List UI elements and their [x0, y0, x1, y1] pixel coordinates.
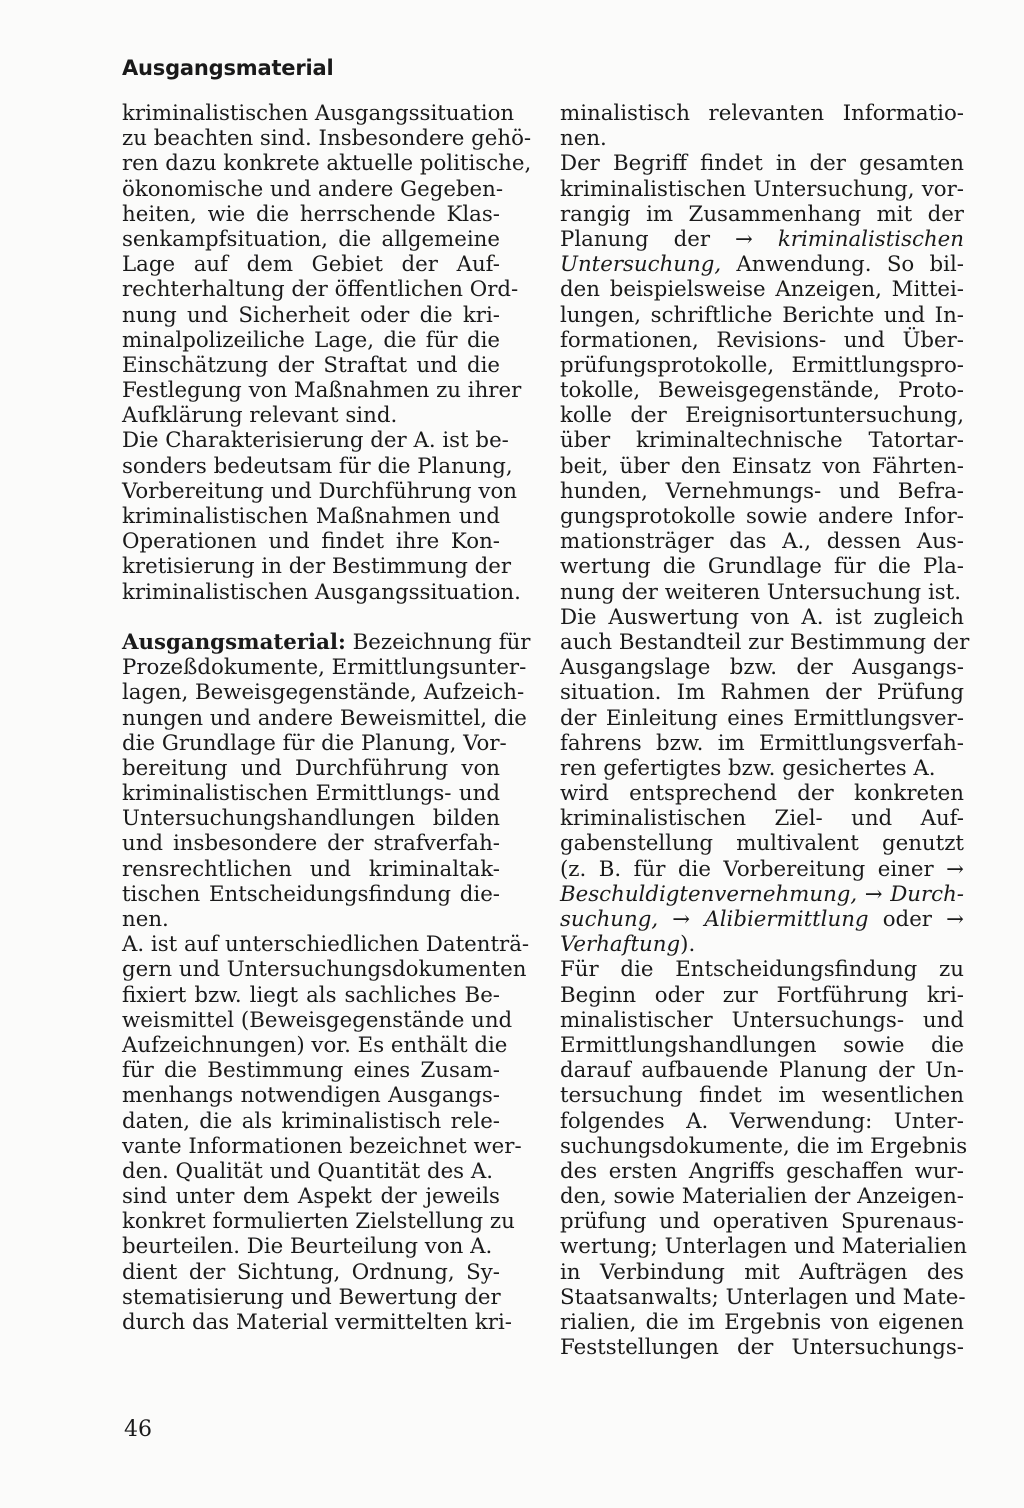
text-segment: Aufzeichnungen) vor. Es enthält die	[122, 1032, 508, 1058]
text-line	[560, 1058, 964, 1083]
text-line	[560, 1260, 964, 1285]
text-line	[122, 504, 500, 529]
text-segment: beurteilen. Die Beurteilung von A.	[122, 1234, 493, 1260]
text-line	[122, 403, 500, 428]
text-line	[560, 428, 964, 453]
text-segment: fixiert bzw. liegt als sachliches Be-	[122, 982, 500, 1008]
text-line	[122, 353, 500, 378]
text-segment: gungsprotokolle sowie andere Infor-	[560, 504, 964, 529]
text-segment: (z. B. für die Vorbereitung einer →	[560, 856, 964, 882]
text-line	[560, 151, 964, 176]
text-segment: Bezeichnung für	[345, 629, 531, 655]
text-segment: durch das Material vermittelten kri-	[122, 1310, 512, 1335]
text-line	[122, 252, 500, 277]
text-segment: Einschätzung der Straftat und die	[122, 352, 500, 378]
text-segment: →	[857, 881, 891, 907]
text-line	[560, 907, 964, 932]
text-segment: vante Informationen bezeichnet wer-	[122, 1133, 522, 1159]
right-column	[560, 101, 970, 1361]
text-line	[122, 806, 500, 831]
text-segment: beit, über den Einsatz von Fährten-	[560, 453, 964, 479]
text-segment: kriminalistischen Ausgangssituation	[122, 101, 515, 126]
text-line	[560, 1285, 964, 1310]
text-segment: Aufklärung relevant sind.	[122, 403, 398, 429]
text-line	[122, 428, 509, 454]
text-segment: der Einleitung eines Ermittlungsver-	[560, 705, 964, 731]
text-line	[560, 680, 964, 705]
cross-reference: Durch-	[890, 881, 964, 907]
text-line	[122, 1209, 515, 1235]
text-line	[560, 983, 964, 1008]
text-line	[122, 983, 500, 1008]
text-segment: folgendes A. Verwendung: Unter-	[560, 1108, 964, 1134]
text-segment: ).	[680, 932, 696, 958]
text-line	[560, 932, 964, 957]
text-segment: rensrechtlichen und kriminaltak-	[122, 856, 500, 882]
entry-headword: Ausgangsmaterial:	[122, 629, 346, 655]
text-segment: prüfungsprotokolle, Ermittlungspro-	[560, 352, 964, 378]
text-segment: gern und Untersuchungsdokumenten	[122, 957, 527, 983]
text-segment: Prozeßdokumente, Ermittlungsunter-	[122, 655, 527, 681]
text-segment: zu beachten sind. Insbesondere gehö-	[122, 126, 532, 152]
text-line	[122, 1234, 500, 1259]
text-line	[560, 731, 964, 756]
text-segment: hunden, Vernehmungs- und Befra-	[560, 478, 964, 504]
text-segment: weismittel (Beweisgegenstände und	[122, 1007, 513, 1033]
text-segment: Lage auf dem Gebiet der Auf-	[122, 252, 500, 278]
text-segment: stematisierung und Bewertung der	[122, 1284, 501, 1310]
text-line	[122, 932, 530, 958]
text-segment: gabenstellung multivalent genutzt	[560, 831, 964, 857]
text-segment: Beginn oder zur Fortführung kri-	[560, 982, 964, 1008]
text-line	[122, 882, 500, 907]
text-segment: Anwendung. So bil-	[721, 252, 964, 278]
text-line	[560, 328, 964, 353]
text-line	[560, 580, 964, 605]
text-line	[122, 1083, 500, 1108]
cross-reference: kriminalistischen	[777, 226, 964, 252]
text-segment: Die Charakterisierung der A. ist be-	[122, 428, 509, 454]
text-line	[122, 227, 500, 252]
text-segment: kriminalistischen Untersuchung, vor-	[560, 176, 964, 202]
text-segment: lungen, schriftliche Berichte und In-	[560, 302, 964, 328]
text-line	[560, 1184, 964, 1209]
text-line	[560, 957, 964, 982]
text-segment: tersuchung findet im wesentlichen	[560, 1083, 964, 1109]
text-line	[560, 1310, 964, 1335]
text-segment: kriminalistischen Ermittlungs- und	[122, 781, 500, 807]
text-line	[122, 1285, 500, 1310]
text-segment: tokolle, Beweisgegenstände, Proto-	[560, 378, 964, 404]
text-segment: prüfung und operativen Spurenaus-	[560, 1209, 964, 1235]
text-segment: ren gefertigtes bzw. gesichertes A.	[560, 755, 936, 781]
text-line	[560, 252, 964, 277]
text-line	[560, 378, 964, 403]
text-segment: wird entsprechend der konkreten	[560, 781, 964, 807]
text-line	[122, 1159, 500, 1184]
text-line	[122, 857, 500, 882]
text-line	[560, 1335, 964, 1360]
text-line	[560, 479, 964, 504]
text-line	[560, 605, 964, 630]
text-line	[122, 202, 500, 227]
text-segment: den beispielsweise Anzeigen, Mittei-	[560, 277, 964, 303]
cross-reference: Untersuchung,	[560, 252, 722, 278]
paragraph-gap	[122, 605, 500, 630]
text-segment: tischen Entscheidungsfindung die-	[122, 881, 500, 907]
text-line	[122, 831, 500, 856]
text-line	[560, 126, 964, 151]
text-line	[122, 756, 500, 781]
text-line	[122, 554, 512, 580]
text-line	[560, 1159, 964, 1184]
text-line	[122, 453, 513, 479]
text-segment: oder →	[868, 907, 964, 932]
text-line	[560, 303, 964, 328]
text-segment: über kriminaltechnische Tatortar-	[560, 428, 964, 454]
text-segment: Ermittlungshandlungen sowie die	[560, 1032, 964, 1058]
text-line	[122, 1032, 508, 1058]
text-line	[122, 1133, 522, 1159]
left-column	[122, 101, 532, 1335]
text-line	[122, 1260, 500, 1285]
text-line	[560, 1033, 964, 1058]
text-segment: des ersten Angriffs geschaffen wur-	[560, 1158, 964, 1184]
text-segment: dient der Sichtung, Ordnung, Sy-	[122, 1259, 500, 1285]
cross-reference: Verhaftung	[560, 932, 681, 958]
text-line	[122, 1007, 513, 1033]
text-segment: Feststellungen der Untersuchungs-	[560, 1335, 964, 1361]
text-segment: Operationen und findet ihre Kon-	[122, 529, 500, 555]
text-line	[560, 1109, 964, 1134]
text-segment: die Grundlage für die Planung, Vor-	[122, 730, 507, 756]
text-segment: bereitung und Durchführung von	[122, 755, 500, 781]
text-segment: nen.	[122, 907, 169, 932]
text-segment: den, sowie Materialien der Anzeigen-	[560, 1184, 964, 1210]
text-segment: mationsträger das A., dessen Aus-	[560, 529, 964, 555]
text-line	[560, 554, 964, 579]
text-line	[122, 303, 500, 328]
text-line	[122, 1184, 500, 1209]
text-line	[122, 101, 515, 126]
text-line	[122, 1058, 500, 1083]
text-segment: wertung; Unterlagen und Materialien	[560, 1234, 967, 1260]
text-line	[560, 227, 964, 252]
text-segment: und insbesondere der strafverfah-	[122, 831, 500, 857]
text-line	[122, 730, 507, 756]
text-segment: ökonomische und andere Gegeben-	[122, 176, 504, 202]
text-line	[122, 1109, 500, 1134]
text-line	[560, 529, 964, 554]
text-segment: kriminalistischen Ziel- und Auf-	[560, 806, 964, 832]
text-line	[560, 756, 964, 781]
text-line	[560, 1133, 968, 1159]
text-segment: darauf aufbauende Planung der Un-	[560, 1058, 964, 1084]
text-segment: suchungsdokumente, die im Ergebnis	[560, 1133, 968, 1159]
text-line	[560, 403, 964, 428]
text-line	[560, 353, 964, 378]
text-segment: für die Bestimmung eines Zusam-	[122, 1058, 500, 1084]
text-segment: kriminalistischen Ausgangssituation.	[122, 579, 521, 605]
page-number: 46	[124, 1417, 152, 1442]
text-segment: heiten, wie die herrschende Klas-	[122, 201, 500, 227]
text-segment: Planung der →	[560, 226, 778, 252]
text-line	[122, 957, 527, 983]
text-segment: Ausgangslage bzw. der Ausgangs-	[560, 655, 964, 681]
text-line	[560, 857, 964, 882]
text-segment: A. ist auf unterschiedlichen Datenträ-	[122, 932, 530, 958]
text-segment: Die Auswertung von A. ist zugleich	[560, 604, 964, 630]
text-line	[560, 454, 964, 479]
text-line	[560, 655, 964, 680]
text-segment: wertung die Grundlage für die Pla-	[560, 554, 964, 580]
text-segment: formationen, Revisions- und Über-	[560, 327, 964, 353]
text-line	[122, 579, 521, 605]
text-segment: konkret formulierten Zielstellung zu	[122, 1209, 515, 1235]
text-line	[560, 629, 970, 655]
cross-reference: suchung,	[560, 907, 659, 932]
text-line	[122, 907, 500, 932]
text-segment: nen.	[560, 126, 607, 152]
text-line	[560, 1083, 964, 1108]
text-segment: rialien, die im Ergebnis von eigenen	[560, 1310, 964, 1335]
text-line	[560, 504, 964, 529]
text-line	[122, 655, 527, 681]
text-line	[560, 177, 964, 202]
text-segment: rechterhaltung der öffentlichen Ord-	[122, 277, 519, 303]
text-line	[122, 478, 518, 504]
text-segment: minalpolizeiliche Lage, die für die	[122, 327, 500, 353]
text-segment: nung der weiteren Untersuchung ist.	[560, 579, 962, 605]
text-segment: rangig im Zusammenhang mit der	[560, 201, 964, 227]
text-segment: senkampfsituation, die allgemeine	[122, 226, 500, 252]
text-line	[122, 176, 504, 202]
text-segment: →	[658, 907, 705, 932]
text-line	[122, 629, 531, 655]
text-line	[122, 680, 525, 706]
text-segment: menhangs notwendigen Ausgangs-	[122, 1083, 500, 1109]
text-line	[560, 882, 964, 907]
text-segment: kolle der Ereignisortuntersuchung,	[560, 403, 964, 429]
text-segment: daten, die als kriminalistisch rele-	[122, 1108, 500, 1134]
text-line	[122, 1310, 512, 1335]
text-line	[560, 202, 964, 227]
text-line	[122, 126, 532, 152]
text-line	[122, 529, 500, 554]
text-segment: Staatsanwalts; Unterlagen und Mate-	[560, 1284, 966, 1310]
text-segment: minalistisch relevanten Informatio-	[560, 101, 964, 126]
text-segment: Vorbereitung und Durchführung von	[122, 478, 518, 504]
text-segment: lagen, Beweisgegenstände, Aufzeich-	[122, 680, 525, 706]
text-segment: kretisierung in der Bestimmung der	[122, 554, 512, 580]
text-segment: in Verbindung mit Aufträgen des	[560, 1259, 964, 1285]
text-line	[122, 378, 522, 404]
text-line	[122, 151, 532, 177]
text-line	[122, 328, 500, 353]
text-segment: minalistischer Untersuchungs- und	[560, 1007, 964, 1033]
text-line	[122, 781, 500, 806]
text-line	[560, 1008, 964, 1033]
text-segment: sind unter dem Aspekt der jeweils	[122, 1184, 500, 1210]
text-segment: ren dazu konkrete aktuelle politische,	[122, 151, 532, 177]
running-head: Ausgangsmaterial	[122, 56, 334, 80]
text-line	[560, 101, 964, 126]
text-segment: auch Bestandteil zur Bestimmung der	[560, 629, 970, 655]
text-line	[560, 806, 964, 831]
cross-reference: Alibiermittlung	[704, 907, 869, 932]
text-segment: Untersuchungshandlungen bilden	[122, 806, 500, 832]
text-segment: nungen und andere Beweismittel, die	[122, 705, 527, 731]
text-line	[560, 706, 964, 731]
text-line	[560, 1209, 964, 1234]
text-segment: Für die Entscheidungsfindung zu	[560, 957, 964, 983]
text-segment: situation. Im Rahmen der Prüfung	[560, 680, 964, 706]
text-segment: kriminalistischen Maßnahmen und	[122, 504, 500, 529]
text-segment: Festlegung von Maßnahmen zu ihrer	[122, 378, 522, 404]
text-line	[560, 781, 964, 806]
text-line	[122, 277, 519, 303]
text-line	[560, 277, 964, 302]
text-segment: nung und Sicherheit oder die kri-	[122, 302, 500, 328]
text-line	[560, 1234, 967, 1260]
text-segment: fahrens bzw. im Ermittlungsverfah-	[560, 730, 964, 756]
cross-reference: Beschuldigtenvernehmung,	[560, 881, 858, 907]
text-segment: den. Qualität und Quantität des A.	[122, 1158, 494, 1184]
text-segment: Der Begriff findet in der gesamten	[560, 151, 964, 177]
text-segment: sonders bedeutsam für die Planung,	[122, 453, 513, 479]
text-line	[122, 705, 527, 731]
text-line	[560, 831, 964, 856]
